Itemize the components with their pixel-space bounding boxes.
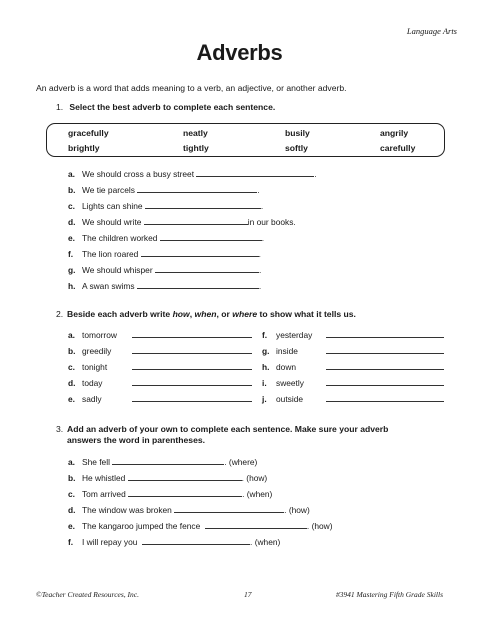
answer-blank[interactable] xyxy=(132,361,252,370)
answer-blank[interactable] xyxy=(144,216,248,225)
answer-blank[interactable] xyxy=(132,329,252,338)
section-number: 2. xyxy=(56,309,64,319)
section-2-heading xyxy=(56,309,356,319)
section-instruction: Add an adverb of your own to complete each sentence. Make sure your adverb xyxy=(67,424,389,434)
adverb-item xyxy=(262,345,444,356)
exercise-item xyxy=(68,456,257,467)
answer-blank[interactable] xyxy=(326,345,444,354)
item-text: The kangaroo jumped the fence xyxy=(82,521,201,531)
item-text: Tom arrived xyxy=(82,489,126,499)
item-text: The children worked xyxy=(82,233,158,243)
adverb-word: outside xyxy=(276,394,304,404)
instruction-text: , or xyxy=(216,309,233,319)
item-suffix: . (how) xyxy=(284,505,310,515)
intro-text: An adverb is a word that adds meaning to a verb, an adjective, or another adverb. xyxy=(36,83,347,93)
exercise-item xyxy=(68,216,296,227)
adverb-word: today xyxy=(82,378,103,388)
item-suffix: . (how) xyxy=(241,473,268,483)
adverb-item xyxy=(68,329,252,340)
answer-blank[interactable] xyxy=(326,361,444,370)
item-letter: j. xyxy=(262,394,267,404)
adverb-word: tomorrow xyxy=(82,330,117,340)
instruction-emphasis: where xyxy=(232,309,258,319)
adverb-word: sadly xyxy=(82,394,102,404)
answer-blank[interactable] xyxy=(155,264,262,275)
section-3-heading-cont: answers the word in parentheses. xyxy=(67,435,206,445)
word-bank-word: softly xyxy=(285,143,308,153)
item-text: We should write xyxy=(82,217,142,227)
item-letter: e. xyxy=(68,394,75,404)
word-bank-word: busily xyxy=(285,128,310,138)
word-bank-word: angrily xyxy=(380,128,409,138)
item-letter: f. xyxy=(262,330,268,340)
item-letter: a. xyxy=(68,330,75,340)
adverb-word: sweetly xyxy=(276,378,304,388)
item-suffix: . xyxy=(261,233,265,243)
item-letter: c. xyxy=(68,201,75,211)
item-letter: e. xyxy=(68,521,75,531)
item-suffix: . xyxy=(258,265,262,275)
item-suffix: . xyxy=(314,169,317,179)
item-text: We tie parcels xyxy=(82,185,135,195)
item-letter: b. xyxy=(68,346,76,356)
item-text: The lion roared xyxy=(82,249,139,259)
item-text: A swan swims xyxy=(82,281,135,291)
answer-blank[interactable] xyxy=(160,232,265,243)
word-bank-word: carefully xyxy=(380,143,416,153)
adverb-item xyxy=(262,393,444,404)
item-suffix: . (how) xyxy=(306,521,333,531)
instruction-emphasis: how xyxy=(172,309,190,319)
exercise-item xyxy=(68,280,261,291)
answer-blank[interactable] xyxy=(132,377,252,386)
item-letter: i. xyxy=(262,378,267,388)
answer-blank[interactable] xyxy=(142,536,250,545)
item-letter: d. xyxy=(68,378,76,388)
exercise-item xyxy=(68,232,264,243)
exercise-item xyxy=(68,504,310,515)
adverb-word: greedily xyxy=(82,346,112,356)
adverb-word: down xyxy=(276,362,297,372)
answer-blank[interactable] xyxy=(132,393,252,402)
item-letter: a. xyxy=(68,457,75,467)
item-suffix: . xyxy=(257,185,260,195)
item-text: Lights can shine xyxy=(82,201,143,211)
adverb-item xyxy=(262,361,444,372)
item-letter: c. xyxy=(68,362,75,372)
item-letter: b. xyxy=(68,185,76,195)
word-bank-word: gracefully xyxy=(68,128,109,138)
item-suffix: . (when) xyxy=(242,489,273,499)
section-1-heading xyxy=(56,102,275,112)
exercise-item xyxy=(68,248,261,259)
item-letter: f. xyxy=(68,249,74,259)
answer-blank[interactable] xyxy=(205,520,307,529)
answer-blank[interactable] xyxy=(145,200,264,211)
adverb-item xyxy=(262,377,444,388)
item-letter: g. xyxy=(68,265,76,275)
exercise-item xyxy=(68,200,263,211)
adverb-item xyxy=(68,345,252,356)
exercise-item xyxy=(68,184,260,195)
section-number: 3. xyxy=(56,424,64,434)
item-text: He whistled xyxy=(82,473,126,483)
answer-blank[interactable] xyxy=(128,488,242,497)
word-bank xyxy=(46,123,445,157)
item-text: The window was broken xyxy=(82,505,172,515)
answer-blank[interactable] xyxy=(174,504,284,513)
item-suffix: . (when) xyxy=(250,537,281,547)
item-text: I will repay you xyxy=(82,537,138,547)
adverb-item xyxy=(68,393,252,404)
answer-blank[interactable] xyxy=(137,280,262,291)
item-text: She fell xyxy=(82,457,110,467)
exercise-item xyxy=(68,536,280,547)
item-letter: h. xyxy=(262,362,270,372)
item-suffix: . xyxy=(260,201,264,211)
answer-blank[interactable] xyxy=(326,329,444,338)
page-number: 17 xyxy=(244,590,252,599)
item-suffix: . (where) xyxy=(224,457,258,467)
word-bank-word: brightly xyxy=(68,143,100,153)
item-suffix: in our books. xyxy=(247,217,296,227)
item-letter: d. xyxy=(68,217,76,227)
word-bank-word: neatly xyxy=(183,128,208,138)
adverb-word: yesterday xyxy=(276,330,313,340)
answer-blank[interactable] xyxy=(137,184,260,195)
section-instruction: Select the best adverb to complete each sentence. xyxy=(69,102,276,112)
subject-tag: Language Arts xyxy=(406,26,457,36)
item-letter: c. xyxy=(68,489,75,499)
answer-blank[interactable] xyxy=(196,168,317,179)
item-letter: h. xyxy=(68,281,76,291)
item-text: We should cross a busy street xyxy=(82,169,195,179)
item-letter: b. xyxy=(68,473,76,483)
answer-blank[interactable] xyxy=(132,345,252,354)
adverb-word: inside xyxy=(276,346,298,356)
page-title: Adverbs xyxy=(196,40,283,65)
answer-blank[interactable] xyxy=(326,393,444,402)
adverb-item xyxy=(68,377,252,388)
exercise-item xyxy=(68,264,261,275)
answer-blank[interactable] xyxy=(141,248,259,257)
item-text: We should whisper xyxy=(82,265,153,275)
instruction-text: Beside each adverb write xyxy=(67,309,173,319)
section-3-heading xyxy=(56,424,388,434)
instruction-text: to show what it tells us. xyxy=(257,309,356,319)
item-letter: g. xyxy=(262,346,270,356)
answer-blank[interactable] xyxy=(112,456,224,465)
word-bank-word: tightly xyxy=(183,143,209,153)
footer-copyright: ©Teacher Created Resources, Inc. xyxy=(36,590,139,599)
item-suffix: . xyxy=(258,281,262,291)
adverb-item xyxy=(68,361,252,372)
item-letter: a. xyxy=(68,169,75,179)
item-letter: e. xyxy=(68,233,75,243)
exercise-item xyxy=(68,488,272,499)
item-letter: f. xyxy=(68,537,74,547)
footer-book-title: #3941 Mastering Fifth Grade Skills xyxy=(335,590,443,599)
section-number: 1. xyxy=(56,102,64,112)
answer-blank[interactable] xyxy=(326,377,444,386)
item-letter: d. xyxy=(68,505,76,515)
item-suffix: . xyxy=(258,249,261,259)
exercise-item xyxy=(68,472,267,483)
exercise-item xyxy=(68,168,317,179)
adverb-item xyxy=(262,329,444,340)
instruction-text: , xyxy=(189,309,195,319)
instruction-emphasis: when xyxy=(194,309,217,319)
answer-blank[interactable] xyxy=(128,472,242,481)
adverb-word: tonight xyxy=(82,362,108,372)
exercise-item xyxy=(68,520,333,531)
